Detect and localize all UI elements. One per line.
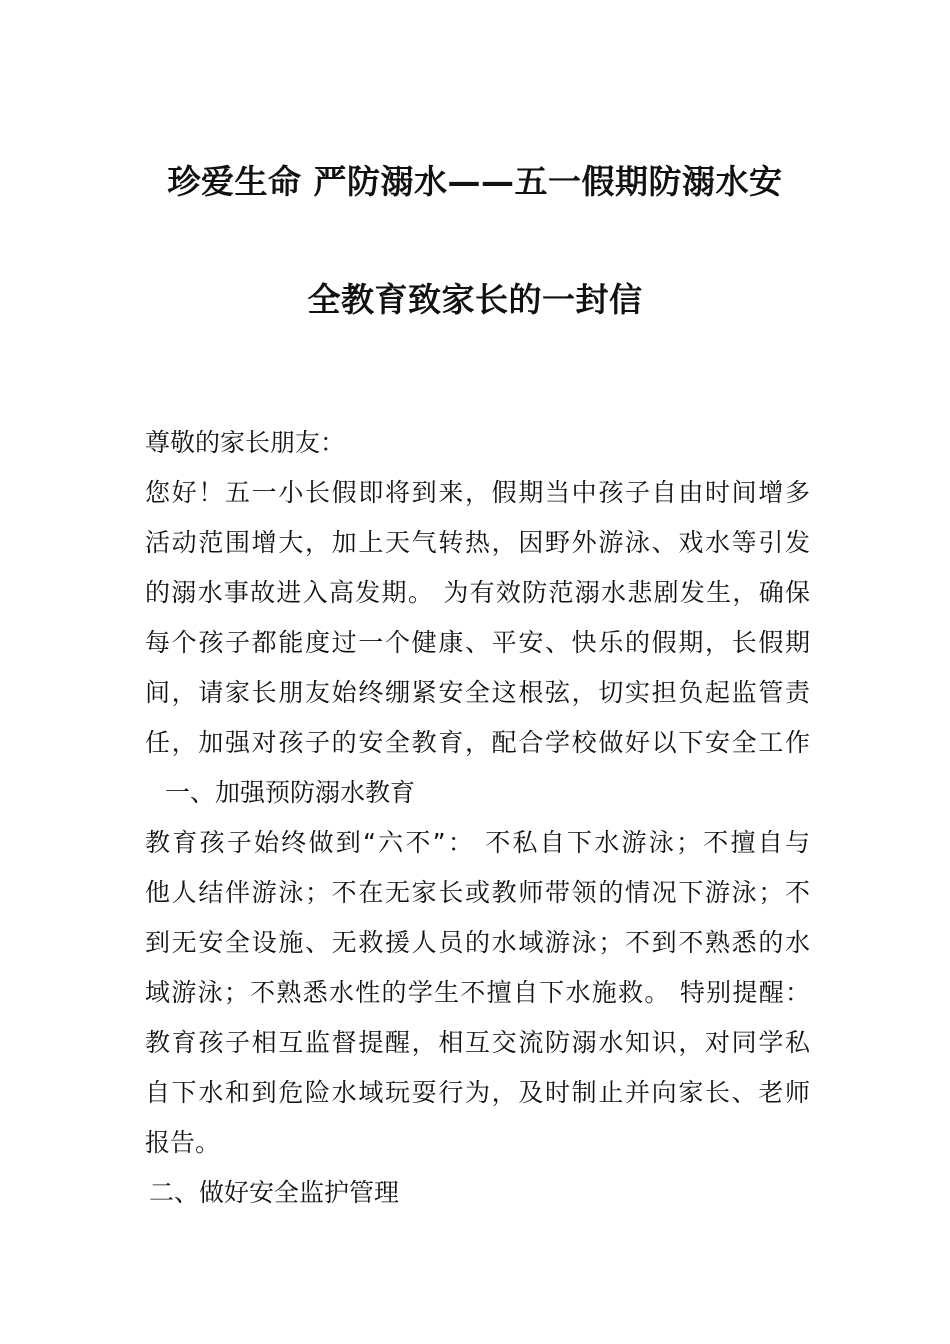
document-title-line-2: 全教育致家长的一封信 (307, 280, 643, 319)
paragraph-line: 每个孩子都能度过一个健康、平安、快乐的假期，长假期 (145, 628, 810, 657)
paragraph-line: 他人结伴游泳；不在无家长或教师带领的情况下游泳；不 (145, 878, 810, 907)
paragraph-line: 间，请家长朋友始终绷紧安全这根弦，切实担负起监管责 (145, 678, 810, 707)
letter-body (145, 418, 810, 1218)
paragraph-line: 到无安全设施、无救援人员的水域游泳；不到不熟悉的水 (145, 928, 810, 957)
paragraph-line: 您好！五一小长假即将到来，假期当中孩子自由时间增多 (145, 478, 810, 507)
paragraph-line: 任，加强对孩子的安全教育，配合学校做好以下安全工作 (145, 728, 810, 757)
paragraph-line: 教育孩子始终做到“六不”： 不私自下水游泳；不擅自与 (145, 828, 810, 857)
document-title-line-1: 珍爱生命 严防溺水——五一假期防溺水安 (167, 162, 783, 201)
section-heading-2: 二、做好安全监护管理 (149, 1178, 400, 1207)
paragraph-line: 活动范围增大，加上天气转热，因野外游泳、戏水等引发 (145, 528, 810, 557)
paragraph-line: 报告。 (145, 1128, 221, 1157)
paragraph-line: 的溺水事故进入高发期。 为有效防范溺水悲剧发生，确保 (145, 578, 810, 607)
paragraph-line: 自下水和到危险水域玩耍行为，及时制止并向家长、老师 (145, 1078, 810, 1107)
salutation: 尊敬的家长朋友： (145, 428, 346, 457)
section-heading-1: 一、加强预防溺水教育 (165, 778, 416, 807)
paragraph-line: 域游泳；不熟悉水性的学生不擅自下水施救。 特别提醒： (145, 978, 810, 1007)
paragraph-line: 教育孩子相互监督提醒，相互交流防溺水知识，对同学私 (145, 1028, 810, 1057)
